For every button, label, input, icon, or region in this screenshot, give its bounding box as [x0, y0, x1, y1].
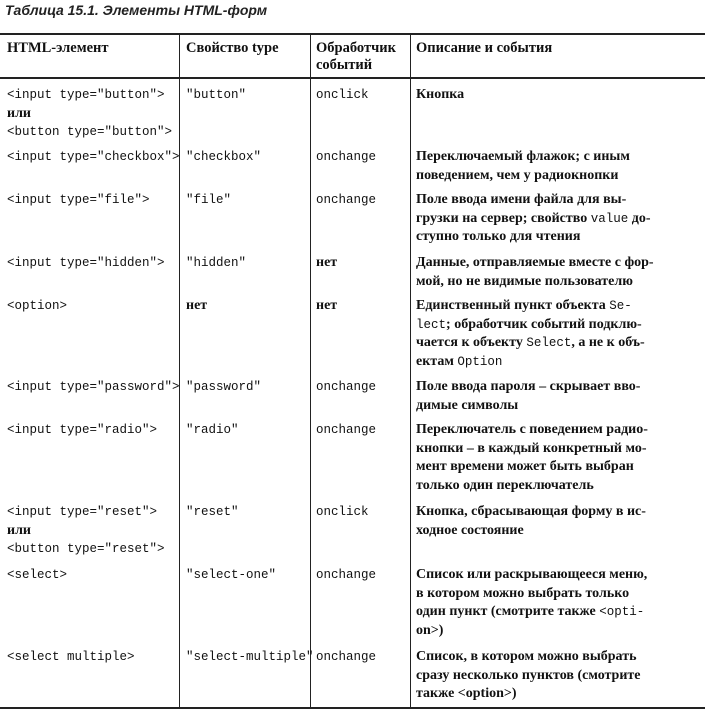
header-bottom-rule: [0, 77, 705, 79]
header-type-property: Свойство type: [186, 40, 279, 56]
row-1-html-element-line: <input type="button">: [7, 88, 165, 102]
row-6-description-line: димые символы: [416, 397, 519, 413]
row-6-html-element-line: <input type="password">: [7, 380, 180, 394]
row-1-type-value: "button": [186, 88, 247, 102]
row-6-event-handler: onchange: [316, 380, 377, 394]
row-10-html-element: [7, 648, 135, 667]
row-10-type-value: "select-multiple": [186, 650, 314, 664]
row-2-event-handler: onchange: [316, 150, 377, 164]
column-divider-1: [179, 33, 180, 708]
row-9-description-line: в котором можно выбрать только: [416, 585, 630, 601]
row-4-description: [416, 254, 701, 291]
row-9-html-element-line: <select>: [7, 568, 68, 582]
row-3-event-handler: onchange: [316, 193, 377, 207]
row-1-html-element-line: или: [7, 105, 31, 121]
row-8-description-line: ходное состояние: [416, 522, 524, 538]
row-8-description: [416, 503, 701, 540]
row-5-description: [416, 297, 701, 371]
row-10-description-line: сразу несколько пунктов (смотрите: [416, 667, 641, 683]
row-5-type-value: нет: [186, 298, 208, 313]
row-7-event-handler: onchange: [316, 423, 377, 437]
row-9-description: [416, 566, 701, 640]
row-5-description-line: ектам Option: [416, 353, 503, 369]
row-7-description-line: мент времени может быть выбран: [416, 459, 634, 474]
row-9-html-element: [7, 566, 67, 585]
row-4-html-element-line: <input type="hidden">: [7, 256, 165, 270]
row-3-description-line: ступно только для чтения: [416, 229, 581, 244]
header-description: Описание и события: [416, 40, 553, 56]
row-3-html-element-line: <input type="file">: [7, 193, 150, 207]
row-8-type-value: "reset": [186, 505, 239, 519]
row-10-event-handler: onchange: [316, 650, 377, 664]
row-5-description-line: чается к объекту Select, а не к объ-: [416, 335, 645, 350]
table-bottom-rule: [0, 707, 705, 709]
row-1-html-element-line: <button type="button">: [7, 125, 173, 139]
row-2-description-line: поведением, чем у радиокнопки: [416, 167, 619, 183]
row-2-description: [416, 148, 701, 185]
row-5-html-element: [7, 297, 67, 316]
row-7-html-element-line: <input type="radio">: [7, 423, 158, 437]
row-1-description-line: Кнопка: [416, 87, 465, 102]
row-9-description-line: Список или раскрывающееся меню,: [416, 567, 648, 582]
row-7-type-value: "radio": [186, 423, 239, 437]
row-4-html-element: [7, 254, 165, 273]
row-1-html-element: [7, 86, 172, 142]
header-event-handler: [316, 40, 396, 74]
row-5-description-line: Единственный пункт объекта Se-: [416, 298, 632, 313]
row-1-event-handler: onclick: [316, 88, 369, 102]
row-8-html-element-line: или: [7, 522, 31, 538]
row-3-html-element: [7, 191, 150, 210]
row-9-description-line: on>): [416, 622, 444, 638]
row-6-description-line: Поле ввода пароля – скрывает вво-: [416, 379, 641, 394]
row-10-description-line: Список, в котором можно выбрать: [416, 649, 637, 664]
header-html-element: HTML-элемент: [7, 40, 109, 56]
row-2-html-element-line: <input type="checkbox">: [7, 150, 180, 164]
row-3-description: [416, 191, 701, 247]
row-9-event-handler: onchange: [316, 568, 377, 582]
row-9-description-line: один пункт (смотрите также <opti-: [416, 604, 645, 619]
row-3-description-line: грузки на сервер; свойство value до-: [416, 210, 651, 226]
row-8-html-element: [7, 503, 165, 559]
table-caption: Таблица 15.1. Элементы HTML-форм: [5, 2, 268, 18]
column-divider-3: [410, 33, 411, 708]
row-7-description-line: кнопки – в каждый конкретный мо-: [416, 440, 647, 456]
row-8-html-element-line: <button type="reset">: [7, 542, 165, 556]
row-6-html-element: [7, 378, 180, 397]
row-2-html-element: [7, 148, 180, 167]
row-6-type-value: "password": [186, 380, 262, 394]
row-4-description-line: мой, но не видимые пользователю: [416, 273, 633, 289]
row-8-description-line: Кнопка, сбрасывающая форму в ис-: [416, 504, 646, 519]
row-1-description: [416, 86, 701, 105]
row-3-description-line: Поле ввода имени файла для вы-: [416, 192, 627, 207]
header-event-handler-line-1: Обработчик: [316, 40, 396, 56]
row-4-type-value: "hidden": [186, 256, 247, 270]
row-4-event-handler: нет: [316, 255, 338, 270]
row-5-description-line: lect; обработчик событий подклю-: [416, 316, 642, 332]
row-7-html-element: [7, 421, 157, 440]
row-2-description-line: Переключаемый флажок; с иным: [416, 149, 630, 164]
row-2-type-value: "checkbox": [186, 150, 262, 164]
row-10-html-element-line: <select multiple>: [7, 650, 135, 664]
row-10-description: [416, 648, 701, 704]
table-top-rule: [0, 33, 705, 35]
row-7-description-line: Переключатель с поведением радио-: [416, 422, 648, 437]
row-8-html-element-line: <input type="reset">: [7, 505, 158, 519]
row-9-type-value: "select-one": [186, 568, 277, 582]
row-5-event-handler: нет: [316, 298, 338, 313]
row-6-description: [416, 378, 701, 415]
row-7-description-line: только один переключатель: [416, 477, 594, 493]
column-divider-2: [310, 33, 311, 708]
row-10-description-line: также <option>): [416, 686, 517, 701]
row-8-event-handler: onclick: [316, 505, 369, 519]
header-event-handler-line-2: событий: [316, 57, 373, 73]
row-4-description-line: Данные, отправляемые вместе с фор-: [416, 255, 654, 270]
row-5-html-element-line: <option>: [7, 299, 68, 313]
row-3-type-value: "file": [186, 193, 232, 207]
row-7-description: [416, 421, 701, 495]
